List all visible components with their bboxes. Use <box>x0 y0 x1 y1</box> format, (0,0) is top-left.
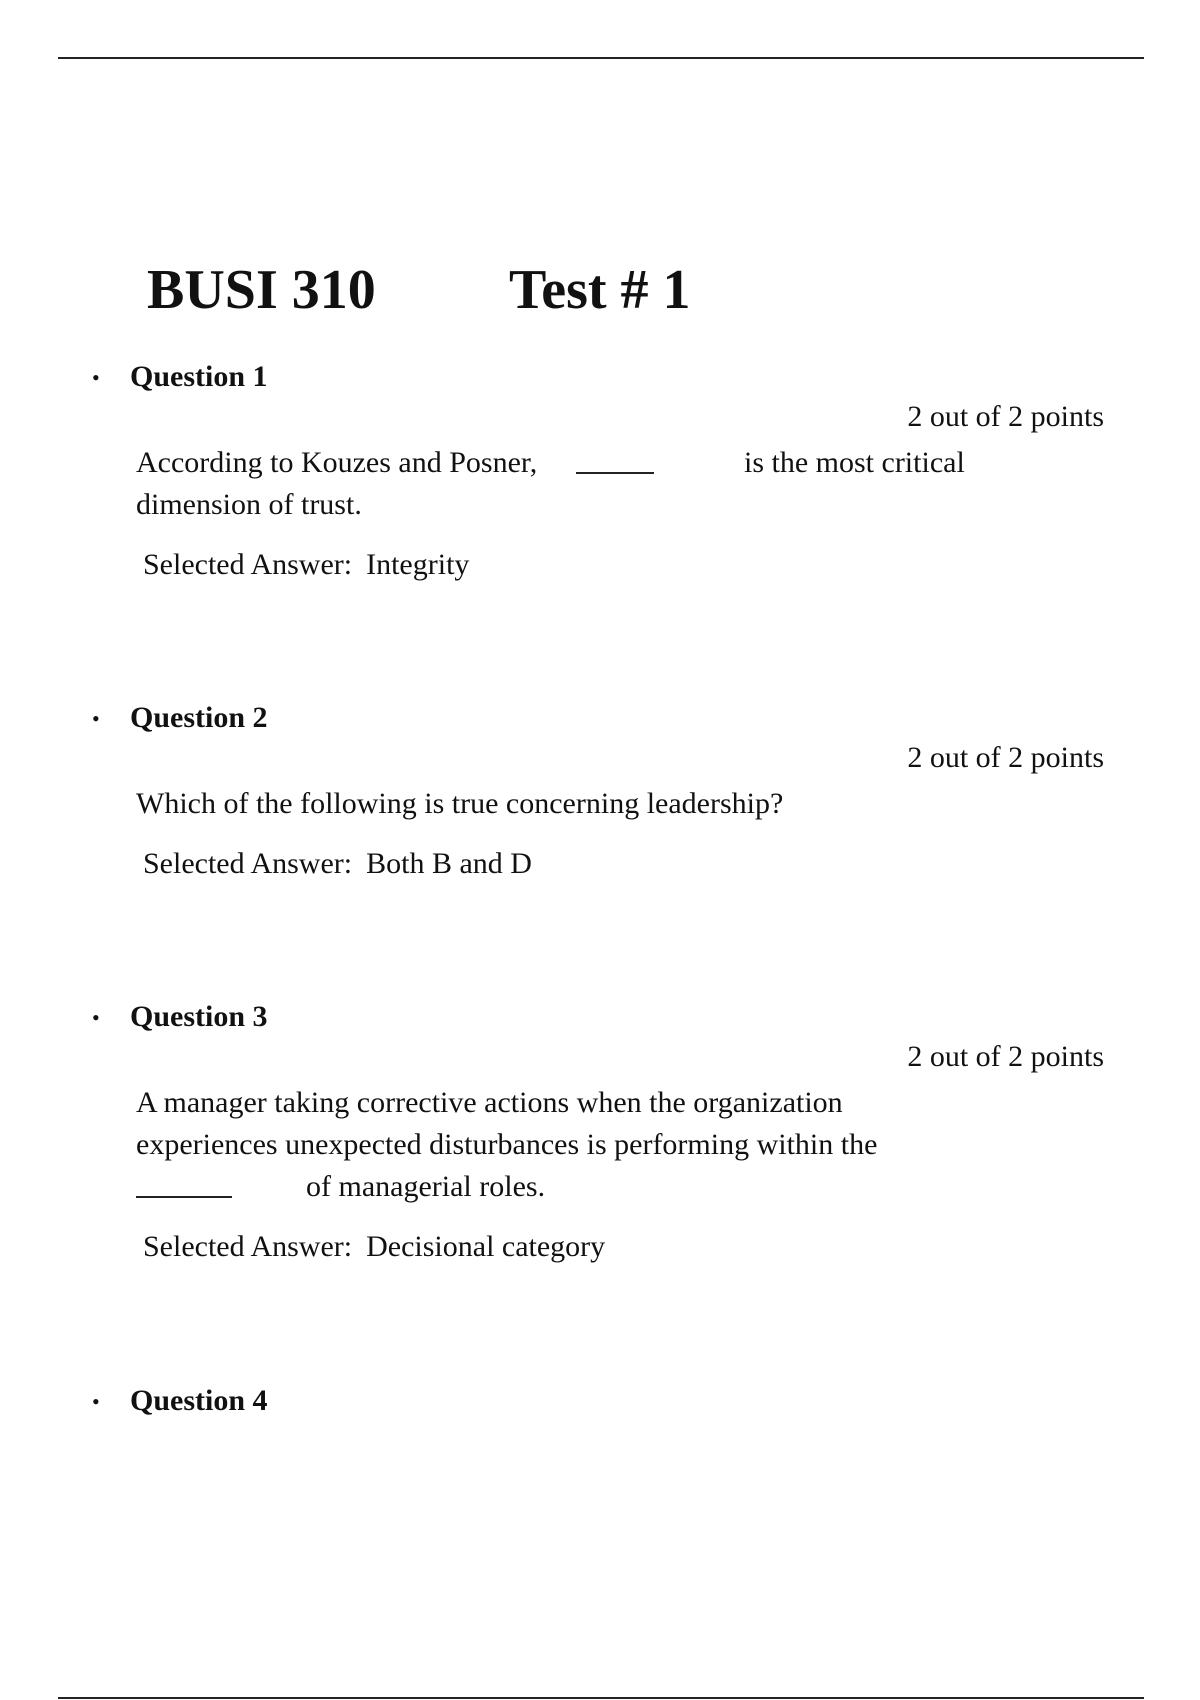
course-code: BUSI 310 <box>147 259 376 321</box>
bullet-icon: • <box>92 706 100 731</box>
answer-blank <box>136 1166 232 1210</box>
selected-answer <box>143 845 532 883</box>
question-points: 2 out of 2 points <box>907 741 1104 774</box>
answer-label: Selected Answer: <box>143 548 353 581</box>
answer-value: Both B and D <box>366 847 532 880</box>
answer-label: Selected Answer: <box>143 1230 353 1263</box>
question-text: A manager taking corrective actions when the organization experiences unexpected disturbances is performing within the of managerial roles. <box>136 1082 877 1208</box>
question-title: Question 3 <box>130 1000 268 1033</box>
selected-answer <box>143 546 469 584</box>
question-title: Question 2 <box>130 701 268 734</box>
answer-label: Selected Answer: <box>143 847 353 880</box>
question-title: Question 1 <box>130 360 268 393</box>
question-points: 2 out of 2 points <box>907 1040 1104 1073</box>
question-title: Question 4 <box>130 1384 268 1417</box>
answer-value: Decisional category <box>366 1230 606 1263</box>
question-text: According to Kouzes and Posner, is the most critical dimension of trust. <box>136 442 362 526</box>
top-rule <box>58 57 1144 59</box>
question-points: 2 out of 2 points <box>907 400 1104 433</box>
bullet-icon: • <box>92 1005 100 1030</box>
selected-answer <box>143 1228 605 1266</box>
page-title <box>147 259 691 321</box>
bottom-rule <box>58 1697 1144 1699</box>
bullet-icon: • <box>92 365 100 390</box>
question-text: Which of the following is true concerning leadership? <box>136 787 784 820</box>
bullet-icon: • <box>92 1389 100 1414</box>
test-label: Test # 1 <box>509 259 691 321</box>
answer-value: Integrity <box>366 548 470 581</box>
answer-blank <box>576 442 654 486</box>
